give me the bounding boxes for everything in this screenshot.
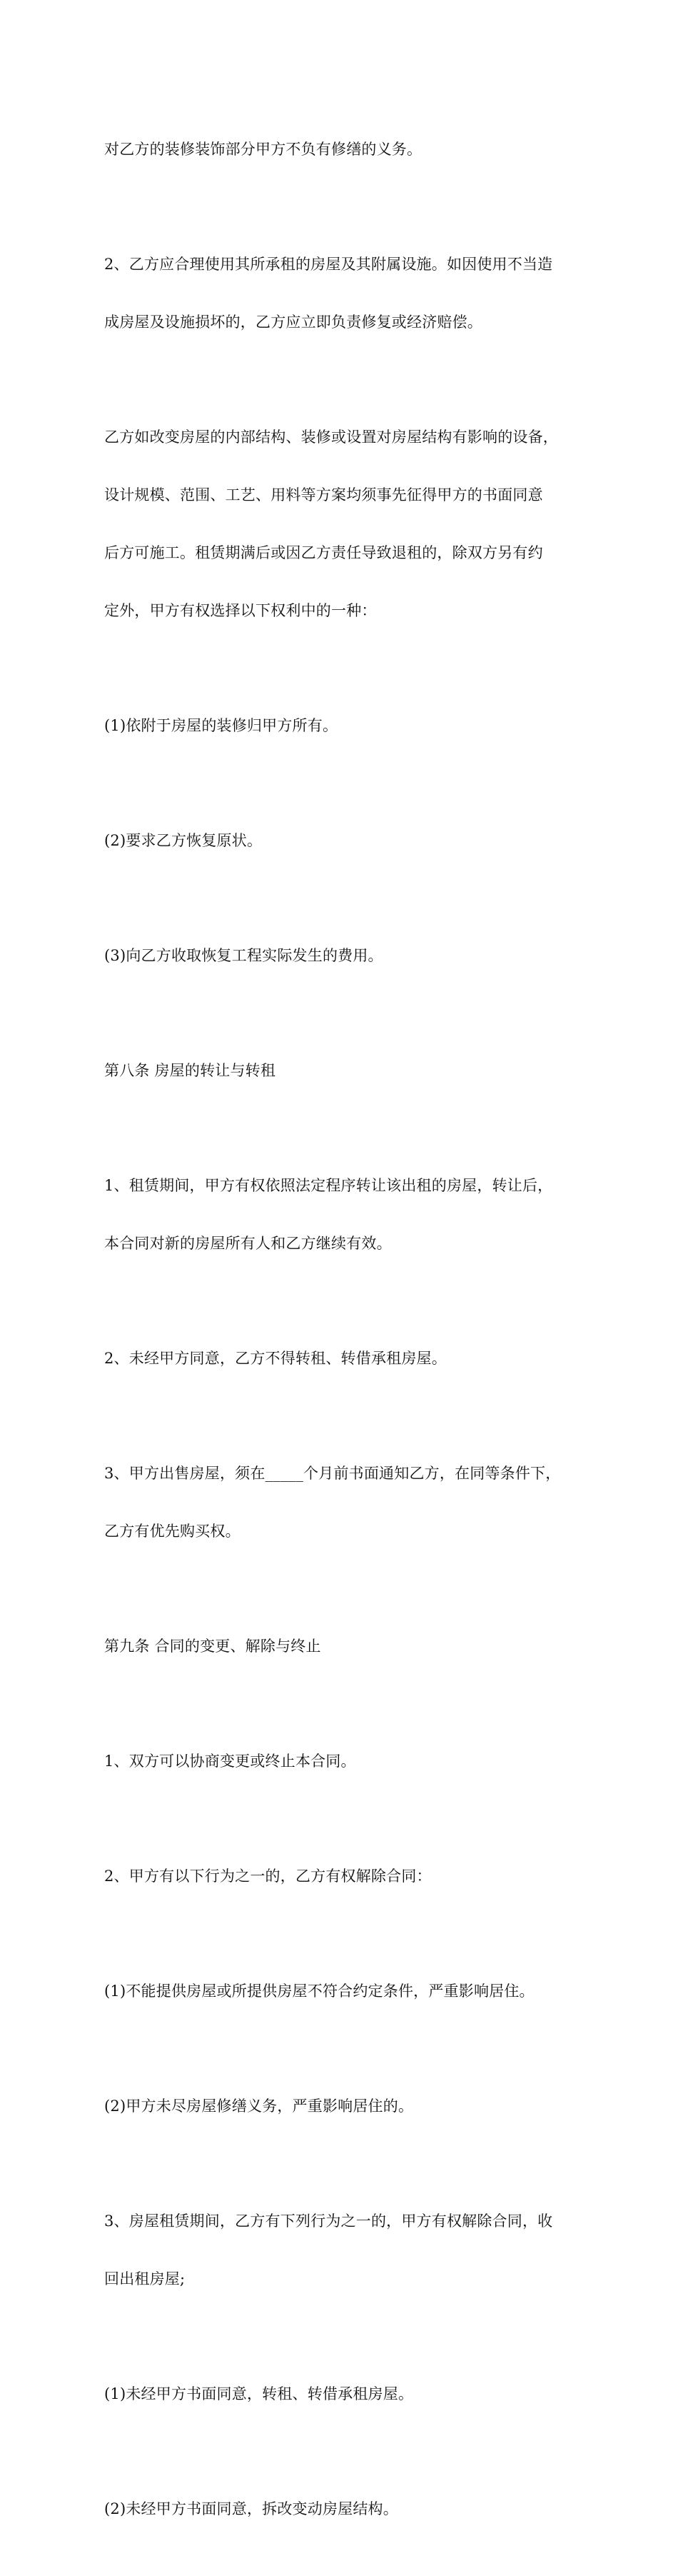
paragraph-line: (2)未经甲方书面同意，拆改变动房屋结构。 [104,2500,398,2517]
paragraph-12 [104,1713,597,1810]
paragraph-1 [104,101,597,198]
document-body [104,101,597,2576]
paragraph-8 [104,1138,597,1292]
paragraph-2 [104,216,597,371]
paragraph-line: 设计规模、范围、工艺、用料等方案均须事先征得甲方的书面同意 [104,486,543,503]
paragraph-line: 后方可施工。租赁期满后或因乙方责任导致退租的，除双方另有约 [104,544,543,561]
paragraph-15 [104,2058,597,2155]
paragraph-line: 1、双方可以协商变更或终止本合同。 [104,1753,356,1770]
paragraph-line: (2)甲方未尽房屋修缮义务，严重影响居住的。 [104,2098,414,2115]
paragraph-6 [104,908,597,1004]
paragraph-line: 3、甲方出售房屋，须在_____个月前书面通知乙方，在同等条件下， [104,1465,561,1482]
paragraph-10 [104,1425,597,1580]
section-heading-article-8 [104,1023,597,1119]
section-heading-article-9 [104,1598,597,1695]
paragraph-line: 定外，甲方有权选择以下权利中的一种： [104,602,377,619]
paragraph-3 [104,389,597,659]
paragraph-line: (2)要求乙方恢复原状。 [104,832,263,849]
paragraph-5 [104,793,597,889]
paragraph-9 [104,1310,597,1407]
paragraph-18 [104,2461,597,2557]
paragraph-line: 本合同对新的房屋所有人和乙方继续有效。 [104,1235,392,1252]
paragraph-line: (1)未经甲方书面同意，转租、转借承租房屋。 [104,2385,414,2402]
paragraph-line: 2、甲方有以下行为之一的，乙方有权解除合同： [104,1868,432,1885]
paragraph-line: (1)不能提供房屋或所提供房屋不符合约定条件，严重影响居住。 [104,1983,535,2000]
paragraph-line: 1、租赁期间，甲方有权依照法定程序转让该出租的房屋，转让后， [104,1177,553,1194]
paragraph-line: 乙方有优先购买权。 [104,1523,241,1540]
paragraph-line: 3、房屋租赁期间，乙方有下列行为之一的，甲方有权解除合同，收 [104,2212,553,2230]
paragraph-4 [104,678,597,774]
paragraph-line: 2、乙方应合理使用其所承租的房屋及其附属设施。如因使用不当造 [104,256,553,273]
heading-line: 第九条 合同的变更、解除与终止 [104,1638,321,1655]
paragraph-line: 对乙方的装修装饰部分甲方不负有修缮的义务。 [104,141,423,158]
paragraph-line: (1)依附于房屋的装修归甲方所有。 [104,717,338,734]
paragraph-13 [104,1828,597,1925]
paragraph-16 [104,2173,597,2327]
paragraph-17 [104,2346,597,2442]
paragraph-line: (3)向乙方收取恢复工程实际发生的费用。 [104,947,383,964]
paragraph-14 [104,1943,597,2040]
paragraph-line: 2、未经甲方同意，乙方不得转租、转借承租房屋。 [104,1350,447,1367]
heading-line: 第八条 房屋的转让与转租 [104,1062,276,1079]
paragraph-line: 回出租房屋; [104,2270,186,2287]
paragraph-line: 乙方如改变房屋的内部结构、装修或设置对房屋结构有影响的设备， [104,429,558,446]
paragraph-line: 成房屋及设施损坏的，乙方应立即负责修复或经济赔偿。 [104,314,482,331]
